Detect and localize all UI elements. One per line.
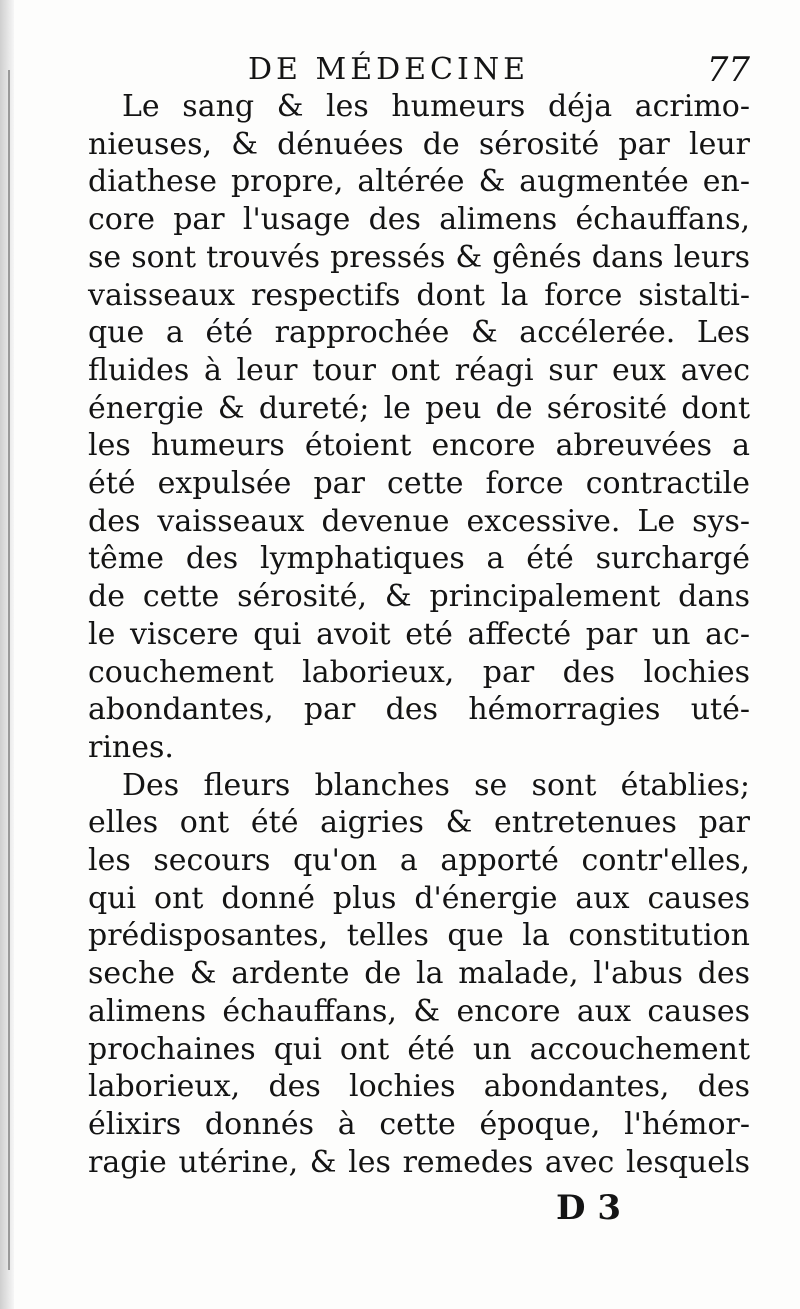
text-line: alimens échauffans, & encore aux causes bbox=[88, 993, 750, 1029]
text-line: des vaisseaux devenue excessive. Le sys- bbox=[88, 503, 750, 539]
text-line: qui ont donné plus d'énergie aux causes bbox=[88, 880, 750, 916]
text-line: vaisseaux respectifs dont la force sistalti- bbox=[88, 277, 750, 313]
text-line: se sont trouvés pressés & gênés dans leurs bbox=[88, 239, 750, 275]
text-line: que a été rapprochée & accélerée. Les bbox=[88, 315, 750, 351]
text-line: nieuses, & dénuées de sérosité par leur bbox=[88, 126, 750, 162]
text-line: seche & ardente de la malade, l'abus des bbox=[88, 956, 750, 992]
text-line: ragie utérine, & les remedes avec lesquels bbox=[88, 1144, 750, 1180]
text-line: le viscere qui avoit eté affecté par un ac- bbox=[88, 616, 750, 652]
text-line: couchement laborieux, par des lochies bbox=[88, 654, 750, 690]
text-line: tême des lymphatiques a été surchargé bbox=[88, 541, 750, 577]
running-head: DE MÉDECINE bbox=[248, 52, 530, 87]
text-line: prédisposantes, telles que la constitution bbox=[88, 918, 750, 954]
paragraph-2 bbox=[88, 767, 750, 1182]
body-text bbox=[88, 88, 750, 1181]
text-line: diathese propre, altérée & augmentée en- bbox=[88, 164, 750, 200]
text-line: de cette sérosité, & principalement dans bbox=[88, 579, 750, 615]
text-line: fluides à leur tour ont réagi sur eux avec bbox=[88, 352, 750, 388]
text-line: elles ont été aigries & entretenues par bbox=[88, 805, 750, 841]
text-line: prochaines qui ont été un accouchement bbox=[88, 1031, 750, 1067]
binding-edge bbox=[8, 70, 10, 1270]
text-line: core par l'usage des alimens échauffans, bbox=[88, 202, 750, 238]
binding-gutter bbox=[0, 0, 14, 1309]
text-line: rines. bbox=[88, 729, 174, 765]
text-line: les humeurs étoient encore abreuvées a bbox=[88, 428, 750, 464]
paragraph-1 bbox=[88, 88, 750, 767]
text-line: été expulsée par cette force contractile bbox=[88, 466, 750, 502]
text-line: Des fleurs blanches se sont établies; bbox=[122, 767, 750, 803]
text-line: abondantes, par des hémorragies uté- bbox=[88, 692, 750, 728]
page-number: 77 bbox=[706, 50, 750, 90]
text-line: Le sang & les humeurs déja acrimo- bbox=[122, 89, 750, 124]
text-line: les secours qu'on a apporté contr'elles, bbox=[88, 843, 750, 879]
signature-mark: D 3 bbox=[556, 1188, 621, 1228]
text-line: élixirs donnés à cette époque, l'hémor- bbox=[88, 1106, 750, 1142]
text-line: laborieux, des lochies abondantes, des bbox=[88, 1069, 750, 1105]
text-line: énergie & dureté; le peu de sérosité dont bbox=[88, 390, 750, 426]
